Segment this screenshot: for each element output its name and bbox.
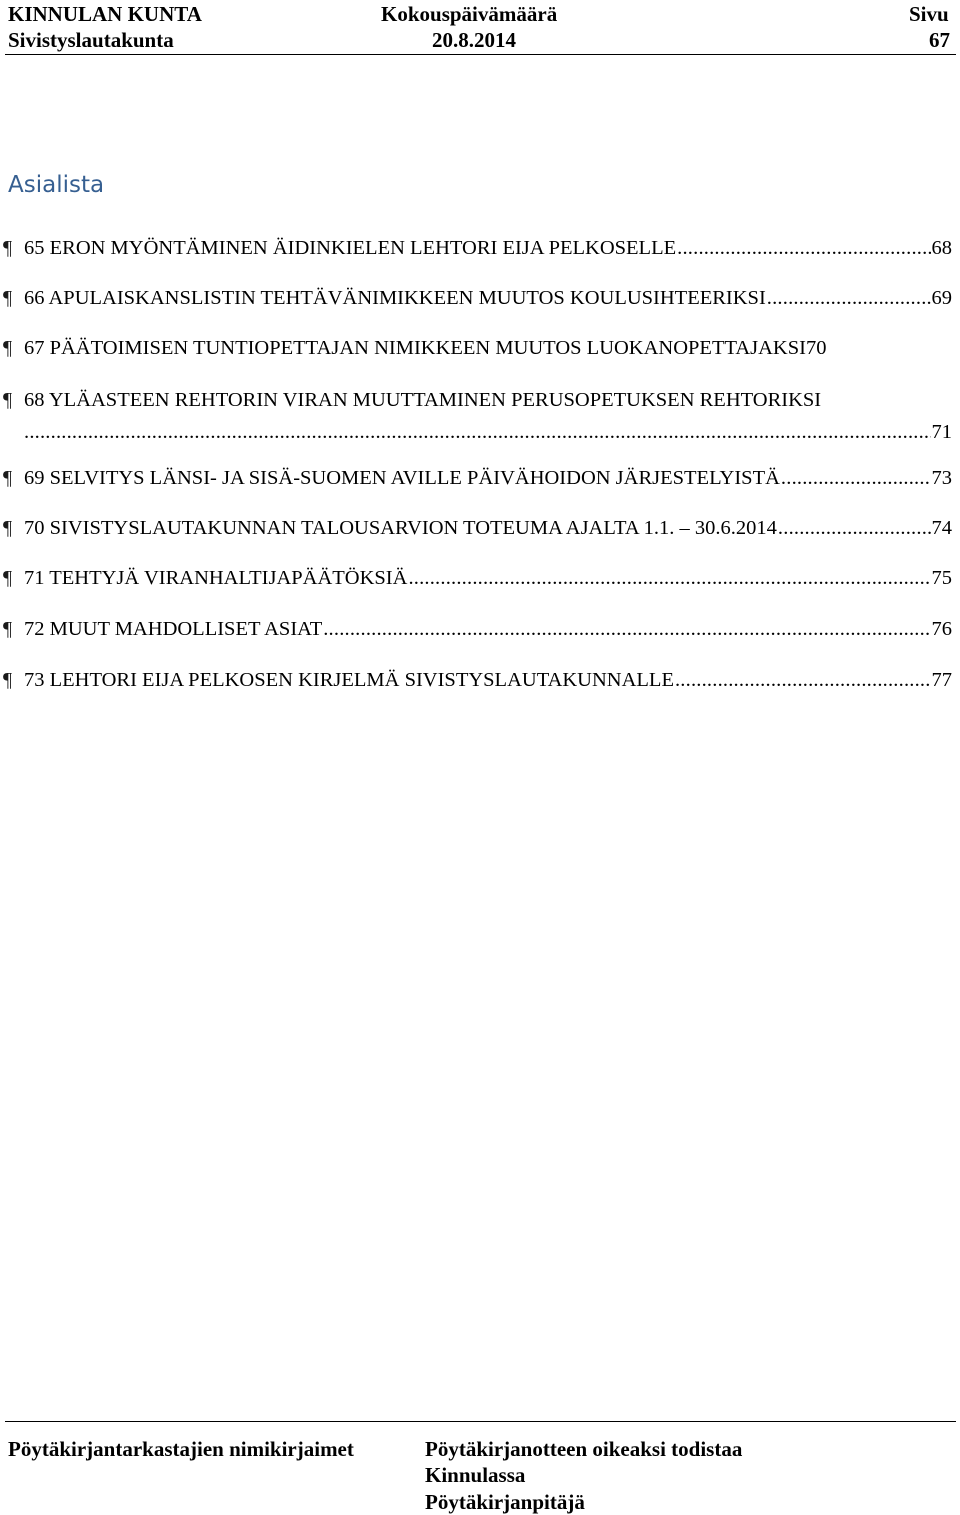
agenda-item-title: 66 APULAISKANSLISTIN TEHTÄVÄNIMIKKEEN MUUTOS KOULUSIHTEERIKSI <box>24 287 766 309</box>
paragraph-mark-icon: ¶ <box>3 618 13 640</box>
dot-leader <box>24 416 931 448</box>
committee-name: Sivistyslautakunta <box>8 28 174 52</box>
minutes-keeper-label: Pöytäkirjanpitäjä <box>425 1490 585 1514</box>
agenda-item[interactable] <box>0 232 960 264</box>
agenda-item-title: 70 SIVISTYSLAUTAKUNNAN TALOUSARVION TOTEUMA AJALTA 1.1. – 30.6.2014 <box>24 517 777 539</box>
paragraph-mark-icon: ¶ <box>3 389 13 411</box>
paragraph-mark-icon: ¶ <box>3 237 13 259</box>
agenda-item-title: 72 MUUT MAHDOLLISET ASIAT <box>24 618 323 640</box>
agenda-item-title: 65 ERON MYÖNTÄMINEN ÄIDINKIELEN LEHTORI EIJA PELKOSELLE <box>24 237 677 259</box>
agenda-item-title: 69 SELVITYS LÄNSI- JA SISÄ-SUOMEN AVILLE PÄIVÄHOIDON JÄRJESTELYISTÄ <box>24 467 780 489</box>
agenda-item[interactable] <box>0 384 960 448</box>
page-header <box>0 0 960 56</box>
agenda-item-title: 67 PÄÄTOIMISEN TUNTIOPETTAJAN NIMIKKEEN MUUTOS LUOKANOPETTAJAKSI <box>24 337 806 359</box>
dot-leader <box>677 232 930 264</box>
agenda-item-page: 75 <box>931 567 952 589</box>
agenda-item-page: 71 <box>931 421 952 443</box>
agenda-title: Asialista <box>8 172 105 198</box>
agenda-item-page: 73 <box>931 467 952 489</box>
page-number: 67 <box>929 28 950 52</box>
dot-leader <box>675 664 931 696</box>
organization-name: KINNULAN KUNTA <box>8 2 202 26</box>
agenda-item-title: 68 YLÄASTEEN REHTORIN VIRAN MUUTTAMINEN PERUSOPETUKSEN REHTORIKSI <box>24 389 822 411</box>
footer-divider <box>5 1421 956 1422</box>
reviewers-initials-label: Pöytäkirjantarkastajien nimikirjaimet <box>8 1437 354 1461</box>
agenda-item[interactable] <box>0 462 960 494</box>
paragraph-mark-icon: ¶ <box>3 287 13 309</box>
dot-leader <box>778 512 931 544</box>
paragraph-mark-icon: ¶ <box>3 517 13 539</box>
agenda-item[interactable] <box>0 613 960 645</box>
agenda-item-page: 76 <box>931 618 952 640</box>
dot-leader <box>323 613 930 645</box>
meeting-date: 20.8.2014 <box>432 28 516 52</box>
paragraph-mark-icon: ¶ <box>3 669 13 691</box>
meeting-date-label: Kokouspäivämäärä <box>381 2 558 26</box>
paragraph-mark-icon: ¶ <box>3 467 13 489</box>
agenda-item-page: 68 <box>931 237 952 259</box>
agenda-item-page: 77 <box>931 669 952 691</box>
agenda-item[interactable] <box>0 512 960 544</box>
agenda-item[interactable] <box>0 332 960 364</box>
dot-leader <box>408 562 930 594</box>
agenda-item[interactable] <box>0 282 960 314</box>
page-label: Sivu <box>909 2 949 26</box>
agenda-item-page: 69 <box>931 287 952 309</box>
paragraph-mark-icon: ¶ <box>3 337 13 359</box>
certification-place: Kinnulassa <box>425 1463 526 1487</box>
agenda-item[interactable] <box>0 664 960 696</box>
agenda-item-title: 71 TEHTYJÄ VIRANHALTIJAPÄÄTÖKSIÄ <box>24 567 408 589</box>
agenda-item-page: 74 <box>931 517 952 539</box>
agenda-item[interactable] <box>0 562 960 594</box>
dot-leader <box>767 282 931 314</box>
header-divider <box>5 54 956 55</box>
certification-label: Pöytäkirjanotteen oikeaksi todistaa <box>425 1437 743 1461</box>
agenda-item-page: 70 <box>805 337 827 359</box>
agenda-item-title: 73 LEHTORI EIJA PELKOSEN KIRJELMÄ SIVISTYSLAUTAKUNNALLE <box>24 669 674 691</box>
dot-leader <box>781 462 931 494</box>
paragraph-mark-icon: ¶ <box>3 567 13 589</box>
